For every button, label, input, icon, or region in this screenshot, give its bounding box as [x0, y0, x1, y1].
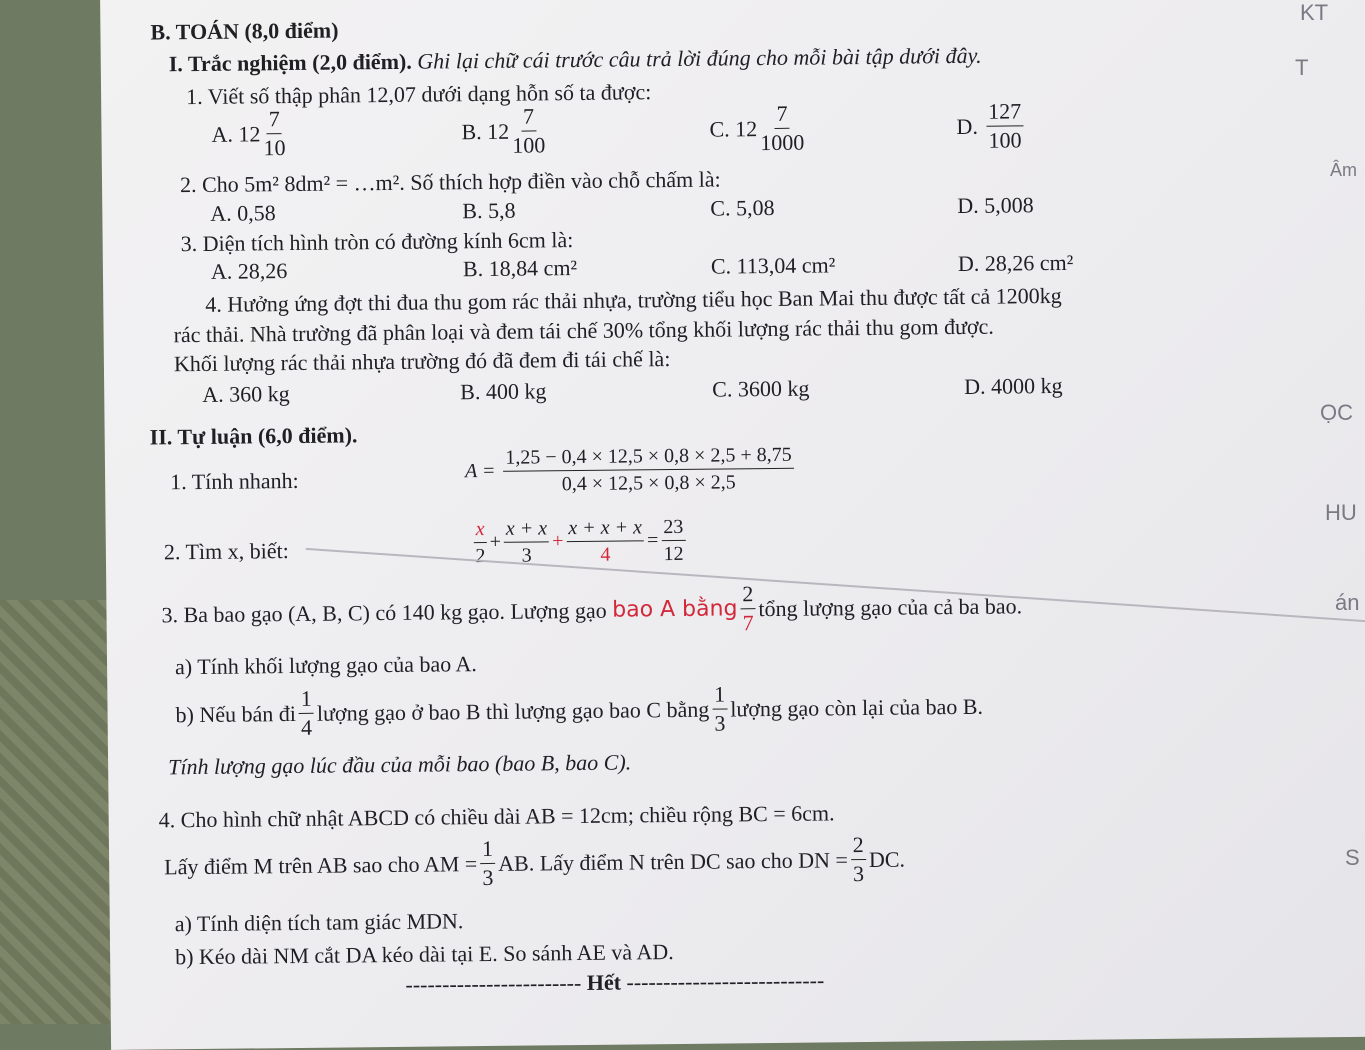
q1-b-num: 7 [521, 105, 536, 131]
q1-a-whole: 12 [238, 120, 261, 147]
q1-option-a [211, 108, 288, 160]
q4-option-a: A. 360 kg [202, 381, 290, 407]
p2-term3-num: x + x + x [566, 517, 644, 542]
q1-c-num: 7 [774, 103, 789, 129]
side-mark-an: án [1335, 590, 1360, 615]
q3-option-d: D. 28,26 cm² [957, 249, 1074, 277]
q1-d-den: 100 [988, 127, 1022, 153]
p3-intro-num: 2 [740, 583, 755, 609]
p3-b-line2: Tính lượng gạo lúc đầu của mỗi bao (bao B, bao C). [168, 749, 632, 780]
p3-b-num2: 1 [712, 683, 727, 709]
p1-label: 1. Tính nhanh: [170, 467, 299, 495]
q3-option-b: B. 18,84 cm² [462, 255, 578, 282]
p4-l2-num1: 1 [480, 838, 495, 864]
p2-term2-den: 3 [521, 544, 532, 567]
p4-part-a: a) Tính diện tích tam giác MDN. [174, 908, 464, 937]
p3-part-a: a) Tính khối lượng gạo của bao A. [174, 651, 477, 680]
p2-plus2: + [552, 530, 564, 553]
q1-b-whole: 12 [487, 118, 510, 144]
p3-b-post: lượng gạo còn lại của bao B. [730, 693, 984, 721]
p3-intro-b: tổng lượng gạo của cả ba bao. [758, 592, 1023, 621]
q4-option-d: D. 4000 kg [964, 372, 1063, 399]
q1-a-label: A. [211, 121, 234, 147]
p4-l2-den2: 3 [852, 861, 865, 887]
p2-label: 2. Tìm x, biết: [163, 538, 289, 565]
end-dashes-right: --------------------------- [626, 967, 825, 995]
p4-l2-den1: 3 [482, 864, 494, 891]
q1-c-label: C. [709, 115, 730, 142]
q4-line3: Khối lượng rác thải nhựa trường đó đã đem đi tái chế là: [173, 346, 671, 377]
p3-b-den2: 3 [714, 710, 726, 736]
q3-text: 3. Diện tích hình tròn có đường kính 6cm là: [180, 227, 574, 257]
p1-lhs: A = [464, 459, 496, 483]
p2-equation [471, 516, 689, 566]
part1-heading: I. Trắc nghiệm (2,0 điểm). [168, 48, 412, 77]
exam-paper [100, 0, 1365, 1050]
p4-l2-mid: AB. Lấy điểm N trên DC sao cho DN = [498, 846, 849, 876]
p4-l2-post: DC. [868, 846, 906, 872]
q1-option-c [709, 100, 807, 156]
side-mark-s: S [1345, 845, 1360, 870]
q4-option-b: B. 400 kg [460, 378, 547, 405]
p3-part-b [175, 681, 983, 740]
part1-header [169, 43, 982, 78]
p3-intro-den: 7 [742, 610, 754, 636]
p2-plus1: + [489, 530, 502, 553]
p4-line2 [164, 834, 905, 893]
q4-option-c: C. 3600 kg [712, 375, 810, 402]
q1-b-label: B. [461, 118, 482, 144]
q1-d-label: D. [956, 113, 978, 139]
q1-c-den: 1000 [760, 129, 805, 156]
p2-term1-num: x [474, 519, 487, 543]
q1-option-b [461, 105, 548, 157]
p2-term1-den: 2 [475, 544, 486, 568]
end-footer [405, 967, 824, 997]
p4-line1: 4. Cho hình chữ nhật ABCD có chiều dài AB = 12cm; chiều rộng BC = 6cm. [158, 800, 835, 833]
p4-part-b: b) Kéo dài NM cắt DA kéo dài tại E. So sánh AE và AD. [174, 939, 674, 970]
q3-option-c: C. 113,04 cm² [710, 252, 836, 279]
p4-l2-pre: Lấy điểm M trên AB sao cho AM = [164, 850, 478, 879]
p1-expression [465, 445, 797, 495]
p2-equals: = [647, 529, 659, 552]
p1-numerator: 1,25 − 0,4 × 12,5 × 0,8 × 2,5 + 8,75 [503, 445, 794, 472]
side-mark-t: T [1295, 55, 1309, 80]
p2-term3-den: 4 [600, 543, 611, 566]
q3-option-a: A. 28,26 [210, 258, 288, 284]
end-dashes-left: ------------------------ [405, 970, 582, 997]
p2-result-den: 12 [663, 542, 684, 566]
p2-term2-num: x + x [504, 518, 549, 542]
side-mark-kt: KT [1300, 0, 1329, 25]
p3-b-mid: lượng gạo ở bao B thì lượng gạo bao C bằng [316, 696, 710, 726]
q1-d-num: 127 [986, 100, 1023, 126]
p3-b-pre: b) Nếu bán đi [175, 700, 297, 727]
q4-line2: rác thải. Nhà trường đã phân loại và đem tái chế 30% tổng khối lượng rác thải thu gom được. [173, 313, 994, 348]
q1-option-d [956, 100, 1026, 152]
part1-instruction: Ghi lại chữ cái trước câu trả lời đúng cho mỗi bài tập dưới đây. [417, 42, 982, 74]
p1-denominator: 0,4 × 12,5 × 0,8 × 2,5 [561, 471, 736, 496]
section-title: B. TOÁN (8,0 điểm) [150, 17, 339, 45]
p2-result-num: 23 [661, 517, 685, 541]
side-mark-hu: HU [1325, 500, 1357, 525]
q1-b-den: 100 [512, 132, 546, 158]
q4-line1: 4. Hưởng ứng đợt thi đua thu gom rác thải nhựa, trường tiểu học Ban Mai thu được tất cả 1200kg [205, 282, 1062, 317]
q1-a-num: 7 [267, 108, 282, 134]
q2-text: 2. Cho 5m² 8dm² = …m². Số thích hợp điền vào chỗ chấm là: [179, 166, 721, 198]
p3-intro-handwritten: bao A bằng [612, 596, 738, 623]
part2-heading: II. Tự luận (6,0 điểm). [149, 422, 358, 450]
q1-a-den: 10 [263, 135, 286, 161]
q2-option-a: A. 0,58 [210, 200, 276, 226]
side-mark-am: Âm [1330, 160, 1357, 180]
q1-c-whole: 12 [735, 115, 758, 141]
p3-intro-a: 3. Ba bao gạo (A, B, C) có 140 kg gạo. Lượng gạo [161, 597, 607, 627]
q2-option-c: C. 5,08 [710, 194, 775, 221]
p3-b-den1: 4 [300, 714, 313, 740]
side-mark-oc: ỌC [1320, 400, 1353, 425]
end-label: Hết [586, 969, 622, 995]
q1-text: 1. Viết số thập phân 12,07 dưới dạng hỗn số ta được: [185, 79, 652, 110]
q2-option-d: D. 5,008 [957, 192, 1034, 219]
p4-l2-num2: 2 [851, 834, 866, 860]
p3-b-num1: 1 [299, 688, 314, 714]
q2-option-b: B. 5,8 [462, 197, 516, 224]
